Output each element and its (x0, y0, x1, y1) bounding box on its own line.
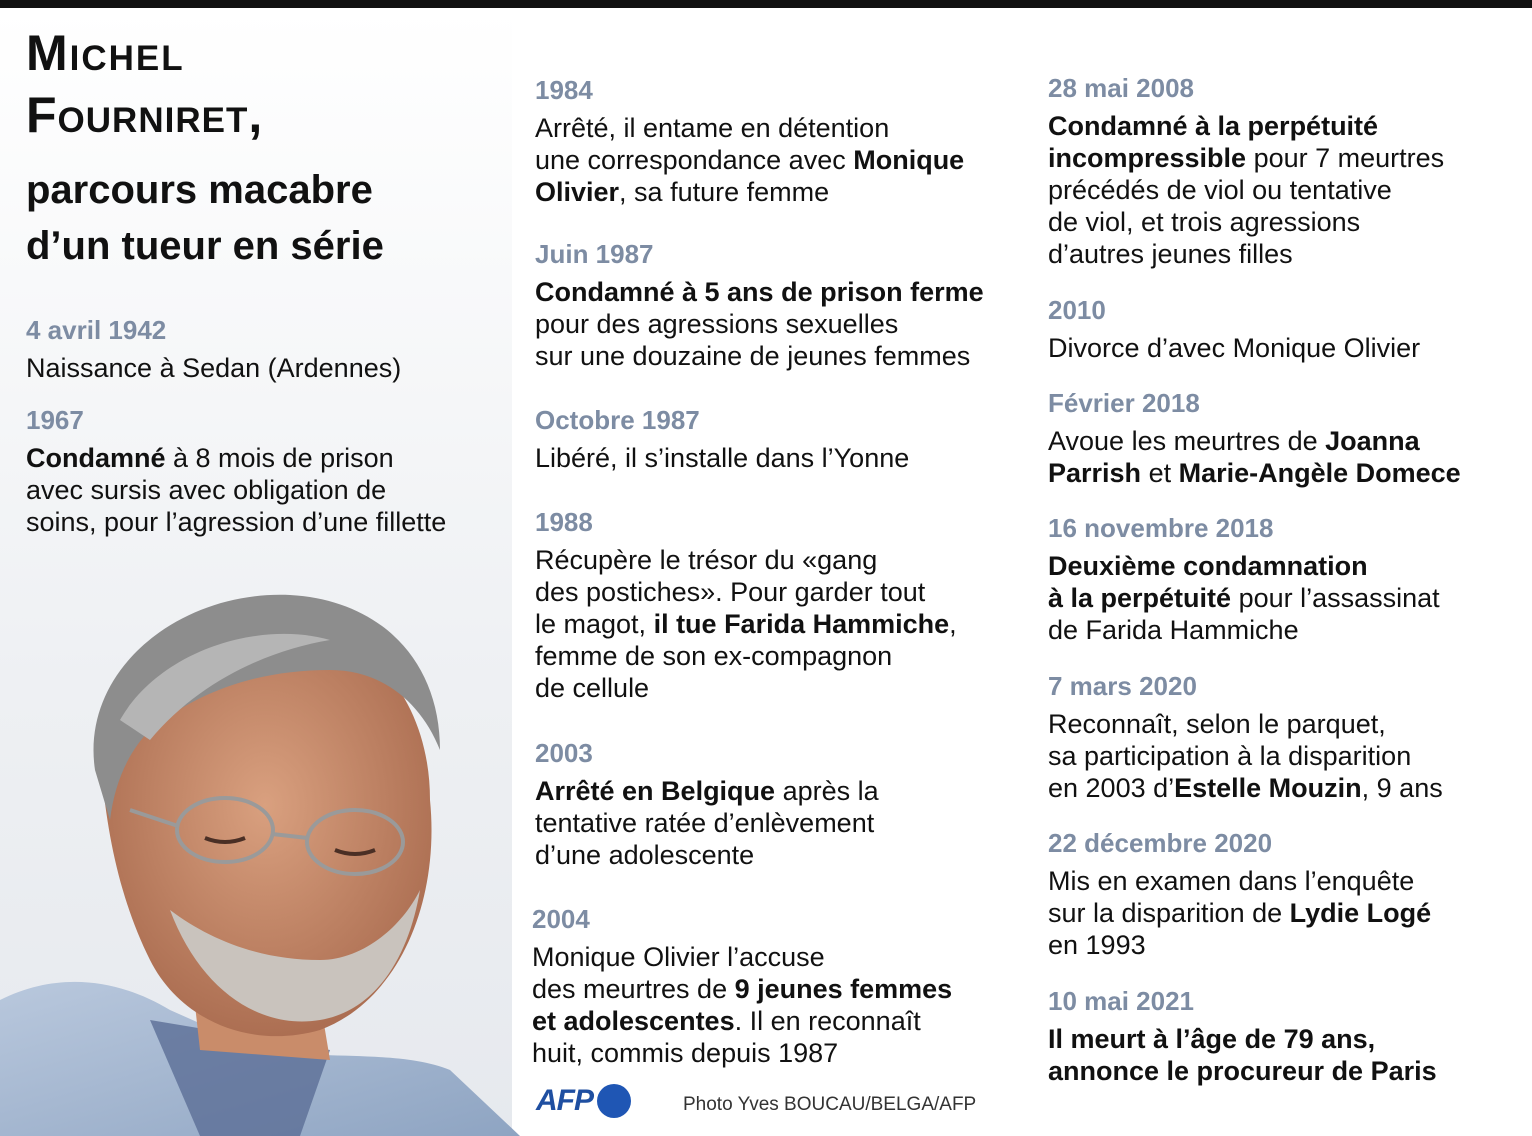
text-segment: à 8 mois de prison (165, 443, 394, 473)
text-segment: de cellule (535, 673, 650, 703)
text-segment: avec sursis avec obligation de (26, 475, 387, 505)
event-description (1048, 332, 1420, 364)
event-date: 4 avril 1942 (26, 315, 167, 345)
timeline-event (1048, 670, 1443, 804)
description-line (1048, 929, 1431, 961)
description-line (535, 176, 964, 208)
description-line (535, 839, 879, 871)
event-description (1048, 1023, 1437, 1087)
timeline-event (1048, 512, 1440, 646)
subtitle-line-1: parcours macabre (26, 168, 373, 212)
text-segment: , (949, 609, 957, 639)
event-date: 7 mars 2020 (1048, 671, 1197, 701)
text-segment: de Farida Hammiche (1048, 615, 1299, 645)
title-line-2: Fourniret, (26, 87, 264, 143)
description-line (1048, 238, 1444, 270)
top-rule (0, 0, 1532, 8)
event-date: Octobre 1987 (535, 405, 700, 435)
description-line (535, 144, 964, 176)
event-description (535, 775, 879, 871)
bold-text: Arrêté en Belgique (535, 776, 776, 806)
description-line (1048, 582, 1440, 614)
timeline-event (1048, 294, 1420, 364)
event-date: 1988 (535, 507, 593, 537)
description-line (535, 775, 879, 807)
text-segment: Reconnaît, selon le parquet, (1048, 709, 1386, 739)
event-date: 22 décembre 2020 (1048, 828, 1273, 858)
text-segment: précédés de viol ou tentative (1048, 175, 1392, 205)
description-line (1048, 897, 1431, 929)
bold-text: incompressible (1048, 143, 1247, 173)
description-line (535, 672, 957, 704)
description-line (532, 1005, 952, 1037)
afp-logo-icon (597, 1084, 631, 1118)
bold-text: Parrish (1048, 458, 1142, 488)
bold-text: Lydie Logé (1289, 898, 1432, 928)
description-line (535, 608, 957, 640)
description-line (1048, 425, 1461, 457)
text-segment: Avoue les meurtres de (1048, 426, 1326, 456)
description-line (1048, 1055, 1437, 1087)
event-description (535, 442, 909, 474)
timeline-event (1048, 387, 1461, 489)
text-segment: d’une adolescente (535, 840, 755, 870)
event-description (1048, 708, 1443, 804)
bold-text: Monique (853, 145, 965, 175)
text-segment: pour l’assassinat (1231, 583, 1440, 613)
bold-text: Condamné à la perpétuité (1048, 111, 1379, 141)
event-description (535, 544, 957, 704)
event-description (535, 112, 964, 208)
description-line (26, 474, 446, 506)
description-line (535, 442, 909, 474)
text-segment: tentative ratée d’enlèvement (535, 808, 875, 838)
text-segment: Divorce d’avec Monique Olivier (1048, 333, 1421, 363)
description-line (535, 807, 879, 839)
text-segment: soins, pour l’agression d’une fillette (26, 507, 447, 537)
event-date: 1967 (26, 405, 84, 435)
description-line (532, 1037, 952, 1069)
text-segment: sa participation à la disparition (1048, 741, 1412, 771)
description-line (1048, 174, 1444, 206)
bold-text: annonce le procureur de Paris (1048, 1056, 1437, 1086)
afp-logo (536, 1084, 631, 1118)
text-segment: après la (775, 776, 879, 806)
event-date: 2003 (535, 738, 593, 768)
timeline-event (1048, 827, 1431, 961)
bold-text: Estelle Mouzin (1174, 773, 1362, 803)
text-segment: Mis en examen dans l’enquête (1048, 866, 1415, 896)
bold-text: à la perpétuité (1048, 583, 1232, 613)
event-date: 2004 (532, 904, 590, 934)
event-description (26, 442, 446, 538)
text-segment: Libéré, il s’installe dans l’Yonne (535, 443, 910, 473)
text-segment: , sa future femme (619, 177, 830, 207)
description-line (535, 576, 957, 608)
description-line (1048, 772, 1443, 804)
bold-text: il tue Farida Hammiche (653, 609, 950, 639)
timeline-event (1048, 985, 1437, 1087)
event-description (26, 352, 401, 384)
text-segment: Arrêté, il entame en détention (535, 113, 890, 143)
description-line (1048, 614, 1440, 646)
text-segment: sur une douzaine de jeunes femmes (535, 341, 971, 371)
text-segment: et (1141, 458, 1179, 488)
bold-text: 9 jeunes femmes (734, 974, 953, 1004)
bold-text: et adolescentes (532, 1006, 735, 1036)
title-line-1: Michel (26, 25, 185, 81)
event-date: 28 mai 2008 (1048, 73, 1195, 103)
description-line (532, 941, 952, 973)
bold-text: Condamné à 5 ans de prison ferme (535, 277, 984, 307)
event-description (1048, 110, 1444, 270)
description-line (1048, 206, 1444, 238)
description-line (26, 442, 446, 474)
event-date: 2010 (1048, 295, 1106, 325)
event-date: 1984 (535, 75, 593, 105)
text-segment: d’autres jeunes filles (1048, 239, 1293, 269)
bold-text: Condamné (26, 443, 166, 473)
event-date: 16 novembre 2018 (1048, 513, 1274, 543)
bold-text: Deuxième condamnation (1048, 551, 1368, 581)
description-line (535, 640, 957, 672)
text-segment: de viol, et trois agressions (1048, 207, 1361, 237)
description-line (1048, 550, 1440, 582)
description-line (1048, 740, 1443, 772)
event-date: Février 2018 (1048, 388, 1200, 418)
bold-text: Il meurt à l’âge de 79 ans, (1048, 1024, 1376, 1054)
description-line (535, 112, 964, 144)
description-line (535, 308, 984, 340)
portrait-photo (0, 580, 520, 1136)
description-line (26, 506, 446, 538)
timeline-event (535, 404, 909, 474)
bold-text: Olivier (535, 177, 620, 207)
description-line (1048, 142, 1444, 174)
bold-text: Marie-Angèle Domece (1178, 458, 1461, 488)
event-description (535, 276, 984, 372)
text-segment: Naissance à Sedan (Ardennes) (26, 353, 402, 383)
event-description (532, 941, 952, 1069)
text-segment: , 9 ans (1361, 773, 1443, 803)
text-segment: pour des agressions sexuelles (535, 309, 899, 339)
event-date: Juin 1987 (535, 239, 654, 269)
timeline-event (26, 404, 446, 538)
photo-credit: Photo Yves BOUCAU/BELGA/AFP (683, 1094, 977, 1115)
timeline-event (535, 74, 964, 208)
text-segment: Récupère le trésor du «gang (535, 545, 878, 575)
text-segment: . Il en reconnaît (734, 1006, 921, 1036)
text-segment: femme de son ex-compagnon (535, 641, 893, 671)
description-line (26, 352, 401, 384)
text-segment: Monique Olivier l’accuse (532, 942, 825, 972)
description-line (1048, 332, 1420, 364)
timeline-event (1048, 72, 1444, 270)
timeline-event (532, 903, 952, 1069)
event-description (1048, 550, 1440, 646)
text-segment: en 2003 d’ (1048, 773, 1175, 803)
description-line (535, 544, 957, 576)
text-segment: pour 7 meurtres (1246, 143, 1445, 173)
timeline-event (535, 737, 879, 871)
description-line (1048, 865, 1431, 897)
text-segment: en 1993 (1048, 930, 1146, 960)
afp-logo-text: AFP (536, 1084, 593, 1117)
description-line (1048, 110, 1444, 142)
description-line (535, 340, 984, 372)
bold-text: Joanna (1325, 426, 1420, 456)
event-date: 10 mai 2021 (1048, 986, 1195, 1016)
text-segment: des postiches». Pour garder tout (535, 577, 926, 607)
description-line (535, 276, 984, 308)
event-description (1048, 865, 1431, 961)
timeline-event (535, 506, 957, 704)
description-line (1048, 457, 1461, 489)
text-segment: le magot, (535, 609, 654, 639)
timeline-event (535, 238, 984, 372)
description-line (532, 973, 952, 1005)
event-description (1048, 425, 1461, 489)
description-line (1048, 708, 1443, 740)
subtitle-line-2: d’un tueur en série (26, 224, 384, 268)
timeline-event (26, 314, 401, 384)
description-line (1048, 1023, 1437, 1055)
text-segment: des meurtres de (532, 974, 735, 1004)
text-segment: huit, commis depuis 1987 (532, 1038, 839, 1068)
text-segment: une correspondance avec (535, 145, 854, 175)
text-segment: sur la disparition de (1048, 898, 1290, 928)
